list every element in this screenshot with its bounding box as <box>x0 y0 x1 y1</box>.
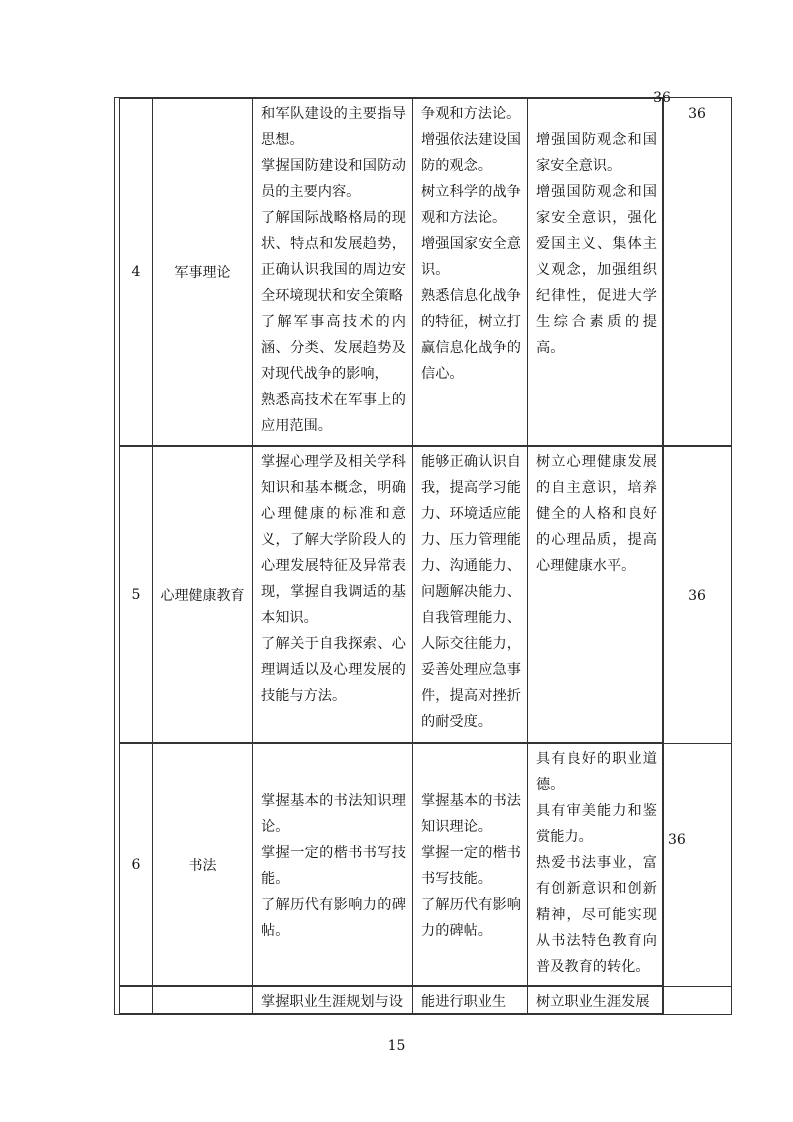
knowledge-cell <box>252 986 413 1014</box>
quality-line: 增强国防观念和国家安全意识。 <box>536 132 657 174</box>
ability-line: 掌握基本的书法知识理论。 <box>421 793 521 835</box>
knowledge-line: 掌握国防建设和国防动员的主要内容。 <box>261 158 406 200</box>
knowledge-line: 掌握职业生涯规划与设 <box>261 994 403 1010</box>
quality-line: 具有良好的职业道德。 <box>536 751 657 793</box>
knowledge-line: 了解历代有影响力的碑帖。 <box>261 897 406 939</box>
knowledge-line: 和军队建设的主要指导思想。 <box>261 106 406 148</box>
hours-box <box>662 97 732 446</box>
quality-cell <box>527 446 664 743</box>
hours-box <box>662 743 732 987</box>
quality-line: 增强国防观念和国家安全意识，强化爱国主义、集体主义观念，加强组织纪律性，促进大学生综合素质的提高。 <box>536 184 657 356</box>
hours-value: 36 <box>688 588 706 604</box>
quality-cell <box>527 986 664 1014</box>
course-number <box>119 986 153 1014</box>
table-row <box>115 986 675 1014</box>
ability-line: 树立科学的战争观和方法论。 <box>421 184 521 226</box>
knowledge-line: 了解关于自我探索、心理调适以及心理发展的技能与方法。 <box>261 636 406 704</box>
ability-line: 增强依法建设国防的观念。 <box>421 132 521 174</box>
ability-line: 掌握一定的楷书书写技能。 <box>421 845 521 887</box>
knowledge-cell <box>252 98 413 446</box>
ability-line: 能进行职业生 <box>421 994 507 1010</box>
course-name <box>152 986 253 1014</box>
curriculum-table <box>114 97 662 1015</box>
hours-box <box>662 446 732 744</box>
page-number: 15 <box>387 1038 406 1054</box>
hours-box <box>662 986 732 1015</box>
course-name: 心理健康教育 <box>152 446 253 743</box>
course-number: 5 <box>119 446 153 743</box>
course-name: 书法 <box>152 743 253 986</box>
table-row <box>115 98 675 446</box>
ability-cell <box>412 446 528 743</box>
table-row <box>115 446 675 743</box>
ability-cell <box>412 98 528 446</box>
knowledge-cell <box>252 743 413 986</box>
quality-line: 树立职业生涯发展 <box>536 994 650 1010</box>
quality-line: 具有审美能力和鉴赏能力。 <box>536 803 657 845</box>
ability-line: 争观和方法论。 <box>421 106 521 122</box>
ability-cell <box>412 743 528 986</box>
table-row <box>115 743 675 986</box>
ability-line: 能够正确认识自我，提高学习能力、环境适应能力、压力管理能力、沟通能力、问题解决能力、自我管理能力、人际交往能力，妥善处理应急事件，提高对挫折的耐受度。 <box>421 454 521 730</box>
knowledge-cell <box>252 446 413 743</box>
quality-cell <box>527 743 664 986</box>
ability-line: 了解历代有影响力的碑帖。 <box>421 897 521 939</box>
course-number: 6 <box>119 743 153 986</box>
hours-value: 36 <box>668 832 686 848</box>
quality-line: 树立心理健康发展的自主意识，培养健全的人格和良好的心理品质，提高心理健康水平。 <box>536 454 657 574</box>
knowledge-line: 掌握一定的楷书书写技能。 <box>261 845 406 887</box>
quality-line: 热爱书法事业，富有创新意识和创新精神，尽可能实现从书法特色教育向普及教育的转化。 <box>536 855 657 975</box>
course-number: 4 <box>119 98 153 446</box>
quality-cell <box>527 98 664 446</box>
knowledge-line: 了解军事高技术的内涵、分类、发展趋势及对现代战争的影响， <box>261 314 406 382</box>
knowledge-line: 掌握心理学及相关学科知识和基本概念，明确心理健康的标准和意义，了解大学阶段人的心理发展特征及异常表现，掌握自我调适的基本知识。 <box>261 454 406 626</box>
knowledge-line: 了解国际战略格局的现状、特点和发展趋势，正确认识我国的周边安全环境现状和安全策略 <box>261 210 406 304</box>
course-name: 军事理论 <box>152 98 253 446</box>
ability-cell <box>412 986 528 1014</box>
ability-line: 熟悉信息化战争的特征，树立打赢信息化战争的信心。 <box>421 288 521 382</box>
knowledge-line: 掌握基本的书法知识理论。 <box>261 793 406 835</box>
ability-line: 增强国家安全意识。 <box>421 236 521 278</box>
hours-value: 36 <box>688 106 706 122</box>
knowledge-line: 熟悉高技术在军事上的应用范围。 <box>261 392 406 434</box>
